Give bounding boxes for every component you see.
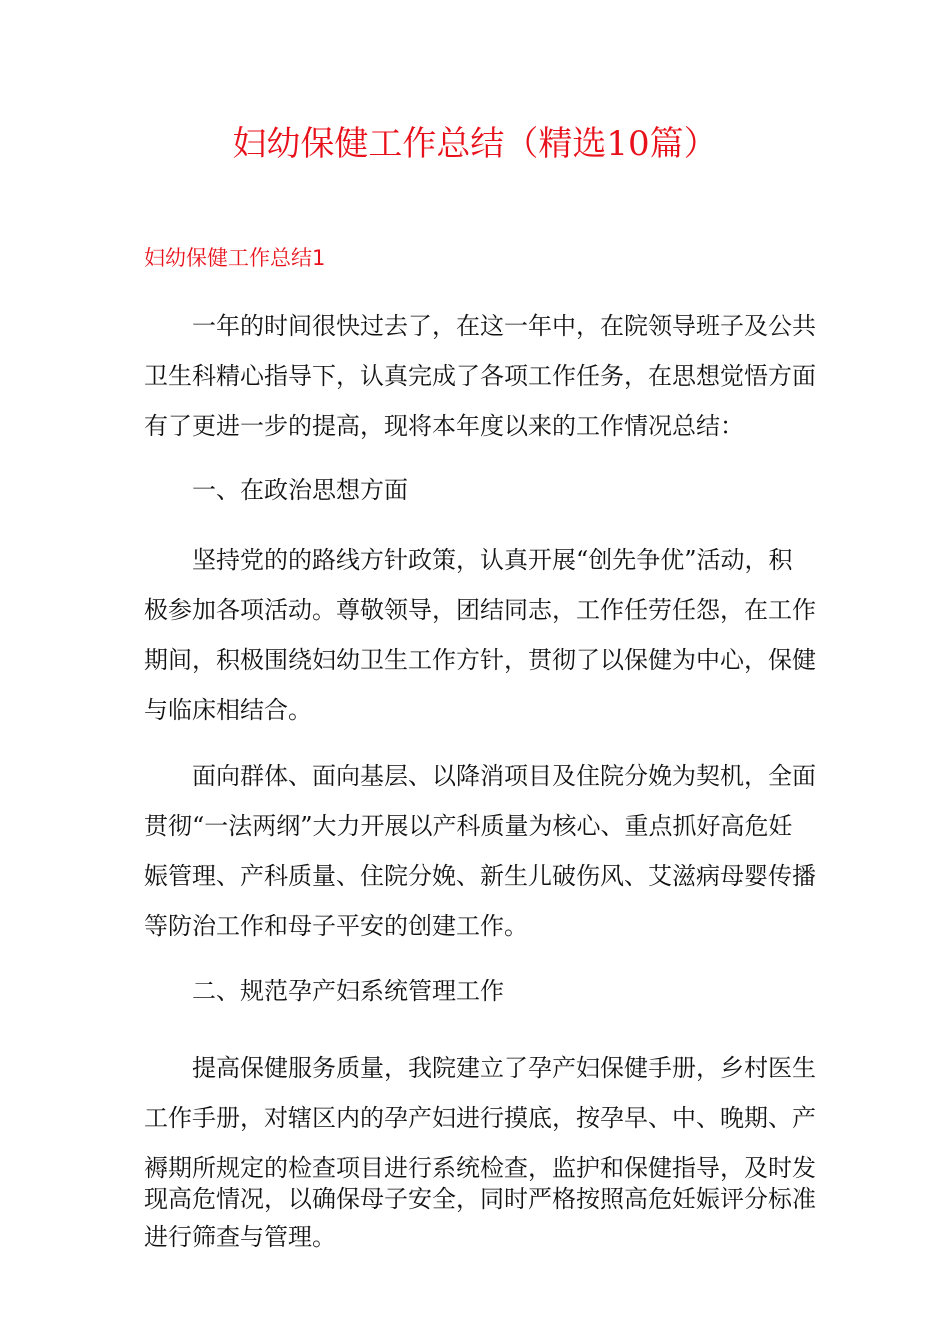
paragraph-intro — [144, 301, 816, 451]
paragraph-line: 与临床相结合。 — [144, 696, 312, 724]
paragraph-line: 提高保健服务质量，我院建立了孕产妇保健手册，乡村医生 — [192, 1054, 816, 1082]
paragraph-service-quality — [144, 1043, 816, 1256]
document-title: 妇幼保健工作总结（精选10篇） — [232, 124, 718, 164]
paragraph-line: 卫生科精心指导下，认真完成了各项工作任务，在思想觉悟方面 — [144, 362, 816, 390]
paragraph-line: 贯彻“一法两纲”大力开展以产科质量为核心、重点抓好高危妊 — [144, 812, 793, 840]
subheading-maternal-management — [144, 966, 810, 1016]
subheading-political — [144, 465, 810, 515]
paragraph-line: 现高危情况，以确保母子安全，同时严格按照高危妊娠评分标准 — [144, 1185, 816, 1213]
paragraph-line: 面向群体、面向基层、以降消项目及住院分娩为契机，全面 — [192, 762, 816, 790]
section-heading: 妇幼保健工作总结1 — [144, 246, 326, 270]
paragraph-line: 极参加各项活动。尊敬领导，团结同志，工作任劳任怨，在工作 — [144, 596, 816, 624]
paragraph-line: 娠管理、产科质量、住院分娩、新生儿破伤风、艾滋病母婴传播 — [144, 862, 816, 890]
paragraph-line: 等防治工作和母子平安的创建工作。 — [144, 912, 528, 940]
paragraph-line: 二、规范孕产妇系统管理工作 — [192, 977, 504, 1005]
paragraph-line: 进行筛查与管理。 — [144, 1223, 336, 1251]
paragraph-line: 工作手册，对辖区内的孕产妇进行摸底，按孕早、中、晚期、产 — [144, 1104, 816, 1132]
paragraph-line: 坚持党的的路线方针政策，认真开展“创先争优”活动，积 — [192, 546, 793, 574]
paragraph-community — [144, 751, 816, 951]
paragraph-line: 有了更进一步的提高，现将本年度以来的工作情况总结： — [144, 412, 744, 440]
paragraph-line: 一年的时间很快过去了，在这一年中，在院领导班子及公共 — [192, 312, 816, 340]
paragraph-line: 一、在政治思想方面 — [192, 476, 408, 504]
paragraph-political — [144, 535, 816, 735]
paragraph-line: 期间，积极围绕妇幼卫生工作方针，贯彻了以保健为中心，保健 — [144, 646, 816, 674]
paragraph-line: 褥期所规定的检查项目进行系统检查，监护和保健指导，及时发 — [144, 1154, 816, 1182]
